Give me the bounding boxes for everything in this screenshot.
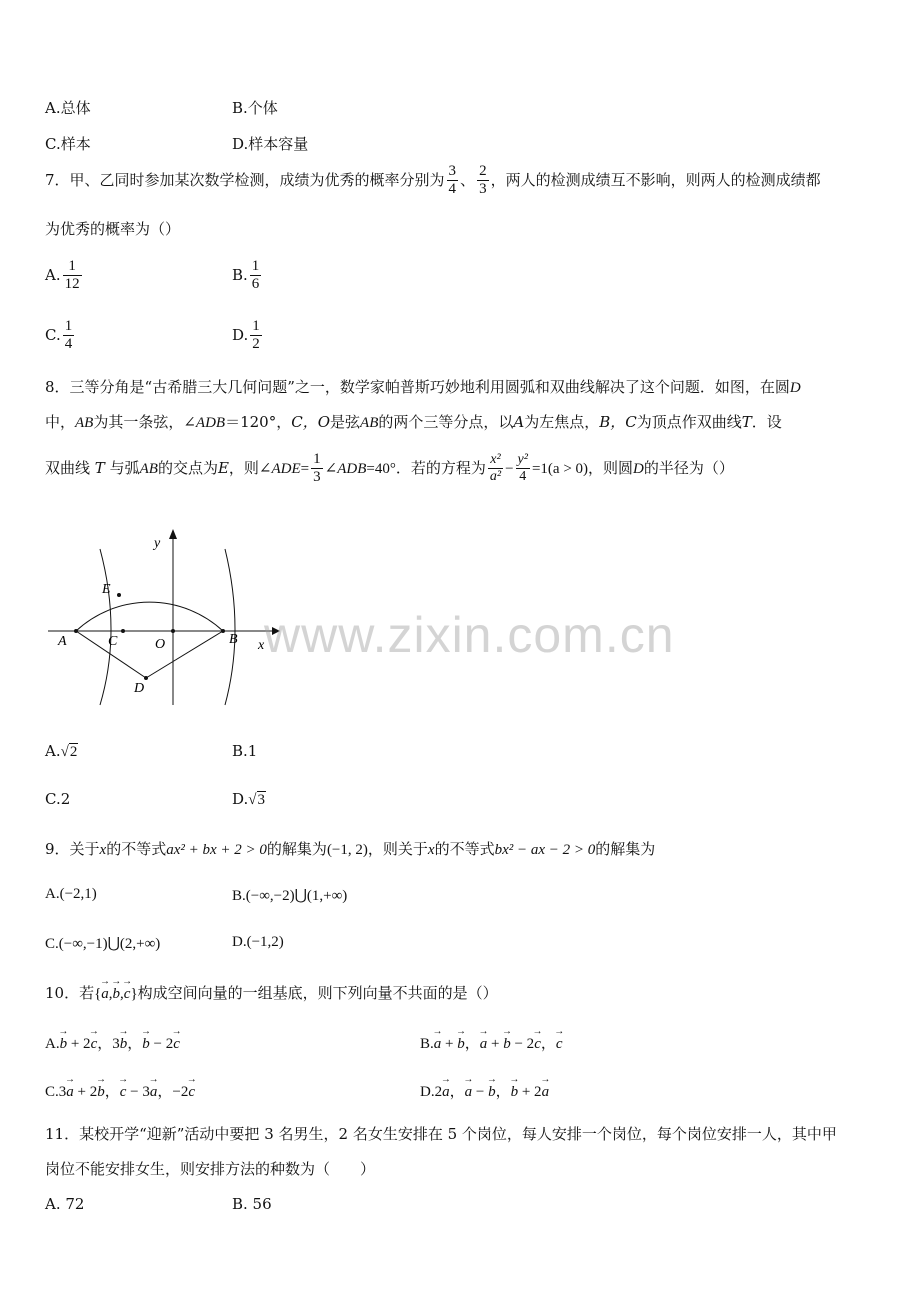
label-x: x <box>258 638 265 653</box>
question-10: 10．若{→ a,→ b,→ c}构成空间向量的一组基底，则下列向量不共面的是（） <box>45 982 498 1003</box>
hyperbola-circle-diagram <box>40 525 290 710</box>
q7-option-d: D. $\frac{1}{2}$ <box>232 318 260 353</box>
label-e: E <box>102 582 111 597</box>
q9-option-d: D.(−1,2) <box>232 934 284 950</box>
question-8-line3: 双曲线 T 与弧AB的交点为E，则∠ADE= $\frac{1}{3}$ ∠ADB=40°．若的方程为 $\frac{\text{x²}}{\text{a²}}$ − $\frac{\text{y²}}{4}$ =1(a > 0)，则圆D的半径为（） <box>45 451 734 486</box>
q9-option-c: C.(−∞,−1)⋃(2,+∞) <box>45 936 161 952</box>
label-d: D <box>134 681 145 696</box>
question-7-line2: 为优秀的概率为（） <box>45 220 181 238</box>
q7-option-b: B. $\frac{1}{6}$ <box>232 258 260 293</box>
q10-option-c: C.3→ a + 2→ b，→ c − 3→ a，−2→ c <box>45 1080 195 1101</box>
question-11-line1: 11．某校开学“迎新”活动中要把 3 名男生，2 名女生安排在 5 个岗位，每人安排一个岗位，每个岗位安排一人，其中甲 <box>45 1125 837 1143</box>
q10-option-a: A.→ b + 2→ c，3→ b，→ b − 2→ c <box>45 1032 180 1053</box>
label-a: A <box>58 634 67 649</box>
label-o: O <box>155 637 166 652</box>
label-y: y <box>154 536 161 551</box>
q11-option-a: A. 72 <box>45 1195 85 1213</box>
point-b <box>221 629 225 633</box>
q7-option-c: C. $\frac{1}{4}$ <box>45 318 73 353</box>
label-c: C <box>108 634 118 649</box>
q9-option-a: A.(−2,1) <box>45 886 97 902</box>
question-11-line2: 岗位不能安排女生，则安排方法的种数为（ ） <box>45 1160 376 1178</box>
q10-option-b: B.→ a + → b，→ a + → b − 2→ c，→ c <box>420 1032 563 1053</box>
q9-option-b: B.(−∞,−2)⋃(1,+∞) <box>232 888 348 904</box>
point-e <box>117 593 121 597</box>
question-8-line2: 中，AB为其一条弦，∠ADB＝120°，C，O是弦AB的两个三等分点，以A为左焦点，B，C为顶点作双曲线T．设 <box>45 413 782 431</box>
q11-option-b: B. 56 <box>232 1195 272 1213</box>
option-d-prev: D.样本容量 <box>232 135 309 153</box>
q10-option-d: D.2→ a，→ a − → b，→ b + 2→ a <box>420 1080 549 1101</box>
q7-option-a: A. $\frac{1}{12}$ <box>45 258 80 293</box>
y-axis-arrow <box>169 529 177 539</box>
q8-option-b: B.1 <box>232 742 258 760</box>
option-c-prev: C.样本 <box>45 135 91 153</box>
point-d <box>144 676 148 680</box>
question-7-line1: 7．甲、乙同时参加某次数学检测，成绩为优秀的概率分别为 $\frac{3}{4}$ 、 $\frac{2}{3}$ ，两人的检测成绩互不影响，则两人的检测成绩都 <box>45 163 821 198</box>
hyperbola-left-branch <box>100 549 111 705</box>
point-a <box>74 629 78 633</box>
option-b-prev: B.个体 <box>232 99 278 117</box>
point-c <box>121 629 125 633</box>
label-b: B <box>229 632 238 647</box>
q8-option-d: D.√3 <box>232 790 265 808</box>
hyperbola-right-branch <box>225 549 235 705</box>
point-o <box>171 629 175 633</box>
q8-option-c: C.2 <box>45 790 71 808</box>
question-8-line1: 8．三等分角是“古希腊三大几何问题”之一，数学家帕普斯巧妙地利用圆弧和双曲线解决了这个问题．如图，在圆D <box>45 378 801 396</box>
circle-arc-ab <box>76 602 223 631</box>
watermark: www.zixin.com.cn <box>264 607 675 663</box>
option-a-prev: A.总体 <box>45 99 91 117</box>
q8-option-a: A.√2 <box>45 742 78 760</box>
question-9: 9．关于x的不等式ax² + bx + 2 > 0的解集为(−1, 2)，则关于x的不等式bx² − ax − 2 > 0的解集为 <box>45 840 656 858</box>
